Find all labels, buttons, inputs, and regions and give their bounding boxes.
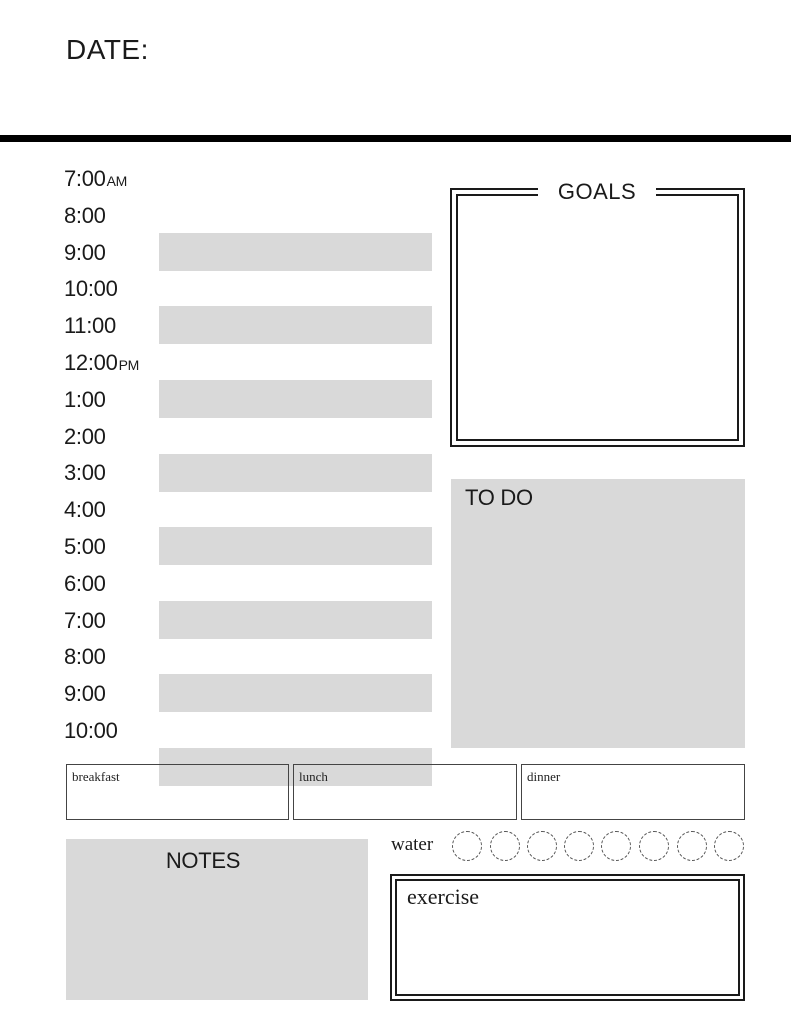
time-label <box>64 381 106 418</box>
time-value: 6:00 <box>64 570 106 596</box>
time-value: 10:00 <box>64 276 118 302</box>
schedule-row <box>0 418 440 455</box>
time-value: 1:00 <box>64 386 106 412</box>
water-circle[interactable] <box>490 831 520 861</box>
schedule-row <box>0 454 440 491</box>
todo-box[interactable] <box>451 479 745 748</box>
time-value: 11:00 <box>64 313 116 339</box>
time-label <box>64 160 127 200</box>
schedule-row <box>0 197 440 234</box>
schedule-row <box>0 638 440 675</box>
time-value: 4:00 <box>64 497 106 523</box>
lunch-label: lunch <box>299 769 328 784</box>
water-circle[interactable] <box>527 831 557 861</box>
schedule-row <box>0 381 440 418</box>
time-value: 8:00 <box>64 202 106 228</box>
time-label <box>64 270 118 307</box>
schedule-row <box>0 565 440 602</box>
lunch-box[interactable] <box>293 764 517 820</box>
schedule-row <box>0 602 440 639</box>
schedule-row <box>0 160 440 197</box>
time-value: 12:00 <box>64 350 118 375</box>
time-label <box>64 418 106 455</box>
time-label <box>64 491 106 528</box>
ampm-suffix: PM <box>118 357 139 373</box>
ampm-suffix: AM <box>106 173 128 189</box>
water-circle[interactable] <box>564 831 594 861</box>
time-value: 7:00 <box>64 607 106 633</box>
schedule-row <box>0 307 440 344</box>
water-circle[interactable] <box>639 831 669 861</box>
goals-title: GOALS <box>538 177 656 207</box>
time-label <box>64 712 118 749</box>
dinner-box[interactable] <box>521 764 745 820</box>
time-value: 9:00 <box>64 681 106 707</box>
water-circle[interactable] <box>601 831 631 861</box>
time-label <box>64 454 106 491</box>
goals-box[interactable] <box>456 194 739 441</box>
water-circle[interactable] <box>452 831 482 861</box>
time-value: 3:00 <box>64 460 106 486</box>
time-value: 7:00 <box>64 166 106 191</box>
time-label <box>64 565 106 602</box>
time-label <box>64 528 106 565</box>
water-label: water <box>391 834 434 855</box>
time-label <box>64 344 139 384</box>
notes-title: NOTES <box>165 848 241 873</box>
dinner-label: dinner <box>527 769 561 784</box>
time-value: 8:00 <box>64 644 106 670</box>
date-label: DATE: <box>66 34 149 65</box>
schedule-row <box>0 712 440 749</box>
schedule-row <box>0 491 440 528</box>
header-divider <box>0 135 791 142</box>
time-label <box>64 675 106 712</box>
time-label <box>64 638 106 675</box>
time-value: 9:00 <box>64 239 106 265</box>
time-label <box>64 602 106 639</box>
water-circle[interactable] <box>714 831 744 861</box>
todo-title: TO DO <box>465 485 533 510</box>
time-label <box>64 307 116 344</box>
schedule-row <box>0 344 440 381</box>
schedule-row <box>0 528 440 565</box>
schedule-row <box>0 270 440 307</box>
exercise-label: exercise <box>407 884 480 909</box>
time-value: 10:00 <box>64 718 118 743</box>
water-circle[interactable] <box>677 831 707 861</box>
time-label <box>64 197 106 234</box>
time-label <box>64 234 106 271</box>
breakfast-label: breakfast <box>72 769 120 784</box>
time-value: 2:00 <box>64 423 106 449</box>
breakfast-box[interactable] <box>66 764 289 820</box>
schedule-row <box>0 675 440 712</box>
schedule-row <box>0 234 440 271</box>
time-value: 5:00 <box>64 534 106 559</box>
